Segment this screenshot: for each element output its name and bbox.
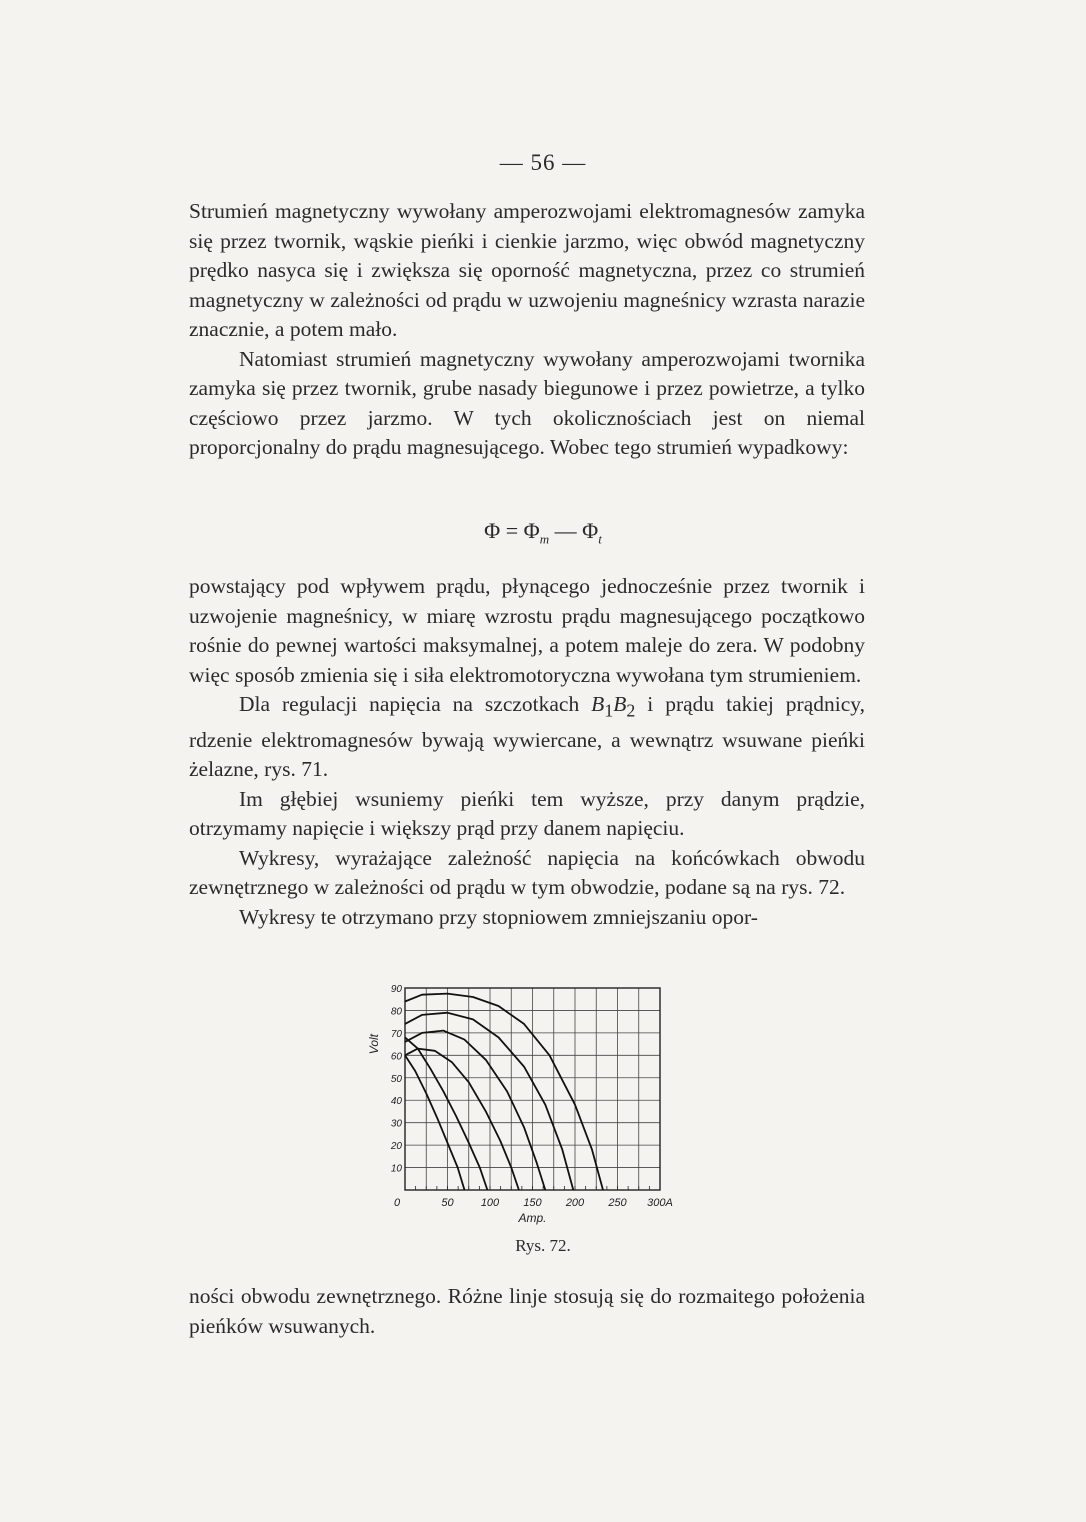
series-line-5 [405,1037,487,1190]
y-tick-label: 60 [390,1051,402,1063]
paragraph-1: Strumień magnetyczny wywołany amperozwojami elektromagnesów zamyka się przez twornik, wąskie pieńki i cienkie jarzmo, więc obwód magnetyczny prędko nasyca się i zwiększa się oporność magnetyczna, przez co strumień magnetyczny w zależności od prądu w uzwojeniu magneśnicy wzrasta narazie znacznie, a potem mało. [189,199,865,341]
formula-phi: Φ [484,518,501,543]
paragraph-6: Wykresy, wyrażające zależność napięcia na końcówkach obwodu zewnętrznego w zależności od prądu w tym obwodzie, podane są na rys. 72. [189,845,865,900]
body-text-top [189,197,865,463]
page-number: — 56 — [499,150,587,175]
paragraph-4: Dla regulacji napięcia na szczotkach $B_1B_2$ i prądu takiej prądnicy, rdzenie elektromagnesów bywają wywiercane, a wewnątrz wsuwane pieńki żelazne, rys. 71. [189,692,865,782]
y-tick-label: 10 [390,1163,402,1175]
x-tick-label: 150 [523,1197,542,1209]
voltage-current-chart [360,975,700,1225]
paragraph-3: powstający pod wpływem prądu, płynącego jednocześnie przez twornik i uzwojenie magneśnicy, w miarę wzrostu prądu magnesującego początkowo rośnie do pewnej wartości maksymalnej, a potem maleje do zera. W podobny więc sposób zmienia się i siła elektromotoryczna wywołana tym strumieniem. [189,574,865,687]
x-tick-label: 200 [565,1197,585,1209]
x-tick-label: 100 [480,1197,500,1209]
paragraph-5: Im głębiej wsuniemy pieńki tem wyższe, przy danym prądzie, otrzymamy napięcie i większy prąd przy danem napięciu. [189,786,865,841]
y-tick-label: 80 [390,1006,402,1018]
series-line-4 [405,1049,519,1190]
x-tick-label: 250 [608,1197,627,1209]
figure-72-chart [360,975,700,1225]
flux-formula: $\Phi = \Phi_m$ — $\Phi_t$ [484,518,602,547]
y-axis-label: Volt [367,1033,381,1055]
paragraph-7: Wykresy te otrzymano przy stopniowem zmniejszaniu opor- [239,904,758,929]
y-tick-label: 30 [390,1118,402,1130]
formula-phi-t: Φ [582,518,599,543]
x-axis-label: Amp. [518,1211,547,1225]
y-tick-label: 70 [390,1028,402,1040]
y-tick-label: 90 [390,984,402,995]
figure-caption: Rys. 72. [515,1236,571,1255]
x-tick-label: 0 [393,1197,401,1209]
body-text-bottom [189,1282,865,1341]
formula-phi-m: Φ [523,518,540,543]
body-text-middle [189,572,865,932]
series-line-1 [405,994,603,1190]
y-tick-label: 50 [390,1073,402,1085]
x-tick-label: 300A [647,1197,673,1209]
y-tick-label: 20 [390,1141,402,1153]
paragraph-2: Natomiast strumień magnetyczny wywołany amperozwojami twornika zamyka się przez twornik, grube nasady biegunowe i przez powietrze, a tylko częściowo przez jarzmo. W tych okolicznościach jest on niemal proporcjonalny do prądu magnesującego. Wobec tego strumień wypadkowy: [189,346,865,459]
y-tick-label: 40 [390,1096,402,1108]
paragraph-8: ności obwodu zewnętrznego. Różne linje stosują się do rozmaitego położenia pieńków wsuwanych. [189,1284,865,1338]
x-tick-label: 50 [441,1197,454,1209]
